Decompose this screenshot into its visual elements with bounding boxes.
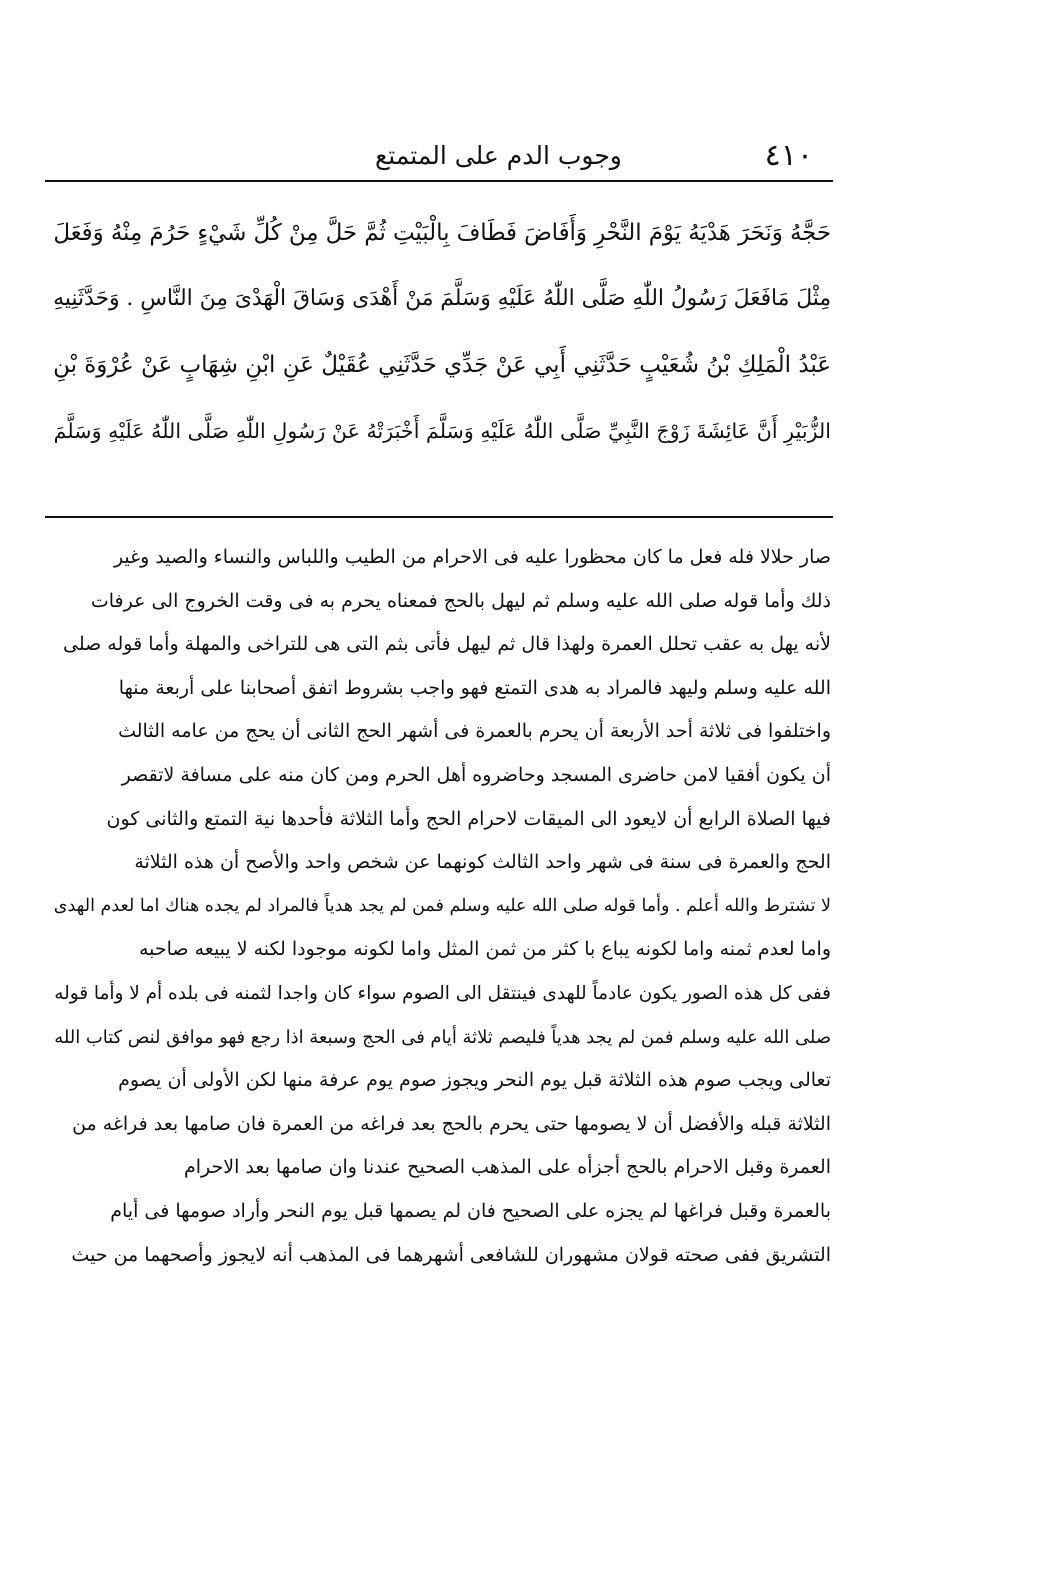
commentary-line: تعالى ويجب صوم هذه الثلاثة قبل يوم النحر ويجوز صوم يوم عرفة منها لكن الأولى أن يصوم [118, 1069, 831, 1092]
hadith-line: حَجَّهُ وَنَحَرَ هَدْيَهُ يَوْمَ النَّحْرِ وَأَفَاضَ فَطَافَ بِالْبَيْتِ ثُمَّ حَلَّ مِنْ كُلِّ شَيْءٍ حَرُمَ مِنْهُ وَفَعَلَ [53, 220, 831, 246]
commentary-line: واما لعدم ثمنه واما لكونه يباع با كثر من ثمن المثل واما لكونه موجودا لكنه لا يبيعه صاحبه [138, 938, 831, 961]
hadith-line: الزُّبَيْرِ أَنَّ عَائِشَةَ زَوْجَ النَّبِيِّ صَلَّى اللّٰهُ عَلَيْهِ وَسَلَّمَ أَخْبَرَتْهُ عَنْ رَسُولِ اللّٰهِ صَلَّى اللّٰهُ عَلَيْهِ وَسَلَّمَ [53, 419, 831, 443]
commentary-text [45, 536, 831, 1277]
commentary-line: أن يكون أفقيا لامن حاضرى المسجد وحاضروه أهل الحرم ومن كان منه على مسافة لاتقصر [121, 763, 831, 786]
commentary-line: ذلك وأما قوله صلى الله عليه وسلم ثم ليهل بالحج فمعناه يحرم به فى وقت الخروج الى عرفات [90, 589, 831, 612]
hadith-text [45, 200, 831, 464]
commentary-line: الحج والعمرة فى سنة فى شهر واحد الثالث كونهما عن شخص واحد والأصح أن هذه الثلاثة [134, 851, 831, 874]
commentary-line: فيها الصلاة الرابع أن لايعود الى الميقات لاحرام الحج وأما الثلاثة فأحدها نية التمتع والثانى كون [106, 807, 831, 830]
commentary-line: لا تشترط والله أعلم . وأما قوله صلى الله عليه وسلم فمن لم يجد هدياً فالمراد لم يجده هناك اما لعدم الهدى [53, 895, 831, 916]
page-header [45, 128, 833, 176]
section-divider [45, 516, 833, 518]
commentary-line: الثلاثة قبله والأفضل أن لا يصومها حتى يحرم بالحج بعد فراغه من العمرة فان صامها بعد فراغه من [72, 1112, 831, 1135]
hadith-line: عَبْدُ الْمَلِكِ بْنُ شُعَيْبٍ حَدَّثَنِي أَبِي عَنْ جَدِّي حَدَّثَنِي عُقَيْلٌ عَنِ ابْنِ شِهَابٍ عَنْ عُرْوَةَ بْنِ [53, 352, 831, 378]
commentary-line: بالعمرة وقبل فراغها لم يجزه على الصحيح فان لم يصمها قبل يوم النحر وأراد صومها فى أيام [110, 1199, 831, 1222]
header-rule [45, 180, 833, 182]
commentary-line: العمرة وقبل الاحرام بالحج أجزأه على المذهب الصحيح عندنا وان صامها بعد الاحرام [184, 1156, 831, 1179]
commentary-line: لأنه يهل به عقب تحلل العمرة ولهذا قال ثم ليهل فأتى بثم التى هى للتراخى والمهلة وأما قوله صلى [62, 633, 831, 656]
running-title: وجوب الدم على المتمتع [375, 141, 622, 170]
commentary-line: التشريق ففى صحته قولان مشهوران للشافعى أشهرهما فى المذهب أنه لايجوز وأصحهما من حيث [71, 1243, 831, 1266]
commentary-line: الله عليه وسلم وليهد فالمراد به هدى التمتع فهو واجب بشروط اتفق أصحابنا على أربعة منها [118, 676, 831, 699]
hadith-line: مِثْلَ مَافَعَلَ رَسُولُ اللّٰهِ صَلَّى اللّٰهُ عَلَيْهِ وَسَلَّمَ مَنْ أَهْدَى وَسَاقَ الْهَدْىَ مِنَ النَّاسِ . وَحَدَّثَنِيهِ [53, 286, 831, 311]
commentary-line: ففى كل هذه الصور يكون عادماً للهدى فينتقل الى الصوم سواء كان واجدا لثمنه فى بلده أم لا وأما قوله [54, 982, 831, 1004]
commentary-line: واختلفوا فى ثلاثة أحد الأربعة أن يحرم بالعمرة فى أشهر الحج الثانى أن يحج من عامه الثالث [118, 720, 831, 743]
page-number: ٤١٠ [764, 138, 813, 173]
commentary-line: صار حلالا فله فعل ما كان محظورا عليه فى الاحرام من الطيب واللباس والنساء والصيد وغير [113, 546, 831, 568]
commentary-line: صلى الله عليه وسلم فمن لم يجد هدياً فليصم ثلاثة أيام فى الحج وسبعة اذا رجع فهو موافق لنص كتاب الله [54, 1026, 831, 1048]
